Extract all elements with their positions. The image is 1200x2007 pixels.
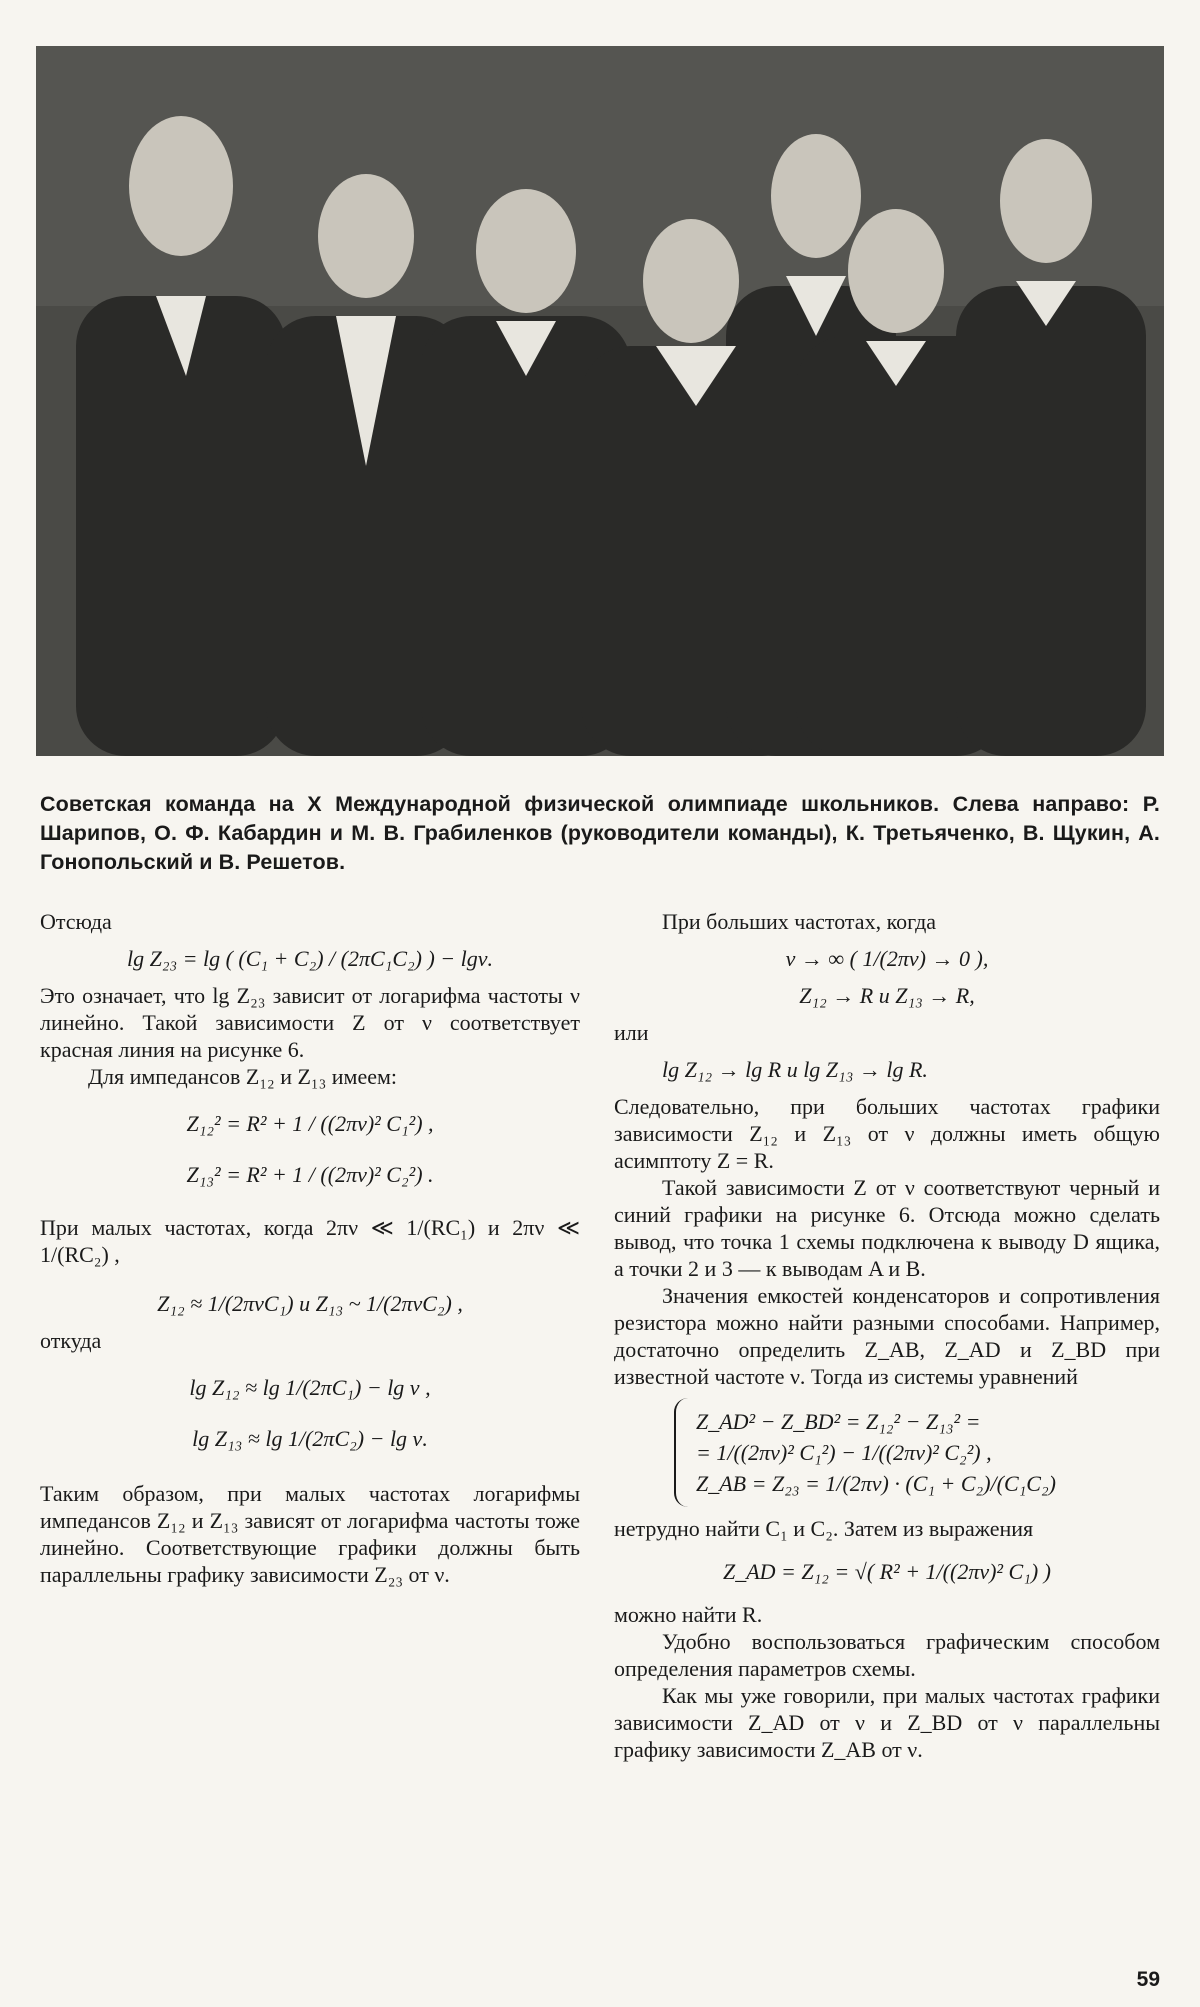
paragraph: откуда	[40, 1328, 102, 1353]
paragraph: При малых частотах, когда 2πν ≪ 1/(RC₁) и 2πν ≪ 1/(RC₂) ,	[40, 1215, 580, 1267]
left-column	[40, 908, 580, 1588]
team-photo	[36, 46, 1164, 756]
formula-lg-z13: lg Z₁₃ ≈ lg 1/(2πC₂) − lg ν.	[192, 1426, 428, 1451]
team-photo-illustration	[36, 46, 1164, 756]
paragraph: Таким образом, при малых частотах логарифмы импедансов Z₁₂ и Z₁₃ зависят от логарифма частоты тоже линейно. Соответствующие графики должны быть параллельны графику зависимости Z₂₃ от ν.	[40, 1481, 580, 1587]
paragraph: При больших частотах, когда	[662, 909, 937, 934]
paragraph: можно найти R.	[614, 1602, 763, 1627]
photo-caption: Советская команда на X Международной физической олимпиаде школьников. Слева направо: Р. Шарипов, О. Ф. Кабардин и М. В. Грабиленков (руководители команды), К. Третьяченко, В. Щукин, А. Гонопольский и В. Решетов.	[40, 792, 1160, 874]
formula-zad: Z_AD = Z₁₂ = √( R² + 1/((2πν)² C₁) )	[722, 1559, 1051, 1584]
equation-system	[674, 1398, 1160, 1507]
page-number: 59	[1136, 1968, 1160, 1991]
paragraph: Как мы уже говорили, при малых частотах графики зависимости Z_AD от ν и Z_BD от ν параллельны графику зависимости Z_AB от ν.	[614, 1683, 1160, 1762]
formula-z13-squared: Z₁₃² = R² + 1 / ((2πν)² C₂²) .	[186, 1162, 434, 1187]
formula-z-limits: Z₁₂ → R и Z₁₃ → R,	[799, 983, 975, 1008]
paragraph: Такой зависимости Z от ν соответствуют черный и синий графики на рисунке 6. Отсюда можно сделать вывод, что точка 1 схемы подключена к выводу D ящика, а точки 2 и 3 — к выводам A и B.	[614, 1175, 1160, 1281]
formula-z12-squared: Z₁₂² = R² + 1 / ((2πν)² C₁²) ,	[186, 1111, 434, 1136]
paragraph: Значения емкостей конденсаторов и сопротивления резистора можно найти разными способами. Например, достаточно определить Z_AB, Z_AD и Z_BD при известной частоте ν. Тогда из системы уравнений	[614, 1283, 1160, 1389]
system-line-2: = 1/((2πν)² C₁²) − 1/((2πν)² C₂²) ,	[696, 1440, 992, 1465]
paragraph: Отсюда	[40, 909, 112, 934]
formula-lg-z12: lg Z₁₂ ≈ lg 1/(2πC₁) − lg ν ,	[189, 1375, 431, 1400]
paragraph: нетрудно найти C₁ и C₂. Затем из выражения	[614, 1516, 1034, 1541]
formula-nu-infinity: ν → ∞ ( 1/(2πν) → 0 ),	[785, 946, 989, 971]
formula-lg-limits: lg Z₁₂ → lg R и lg Z₁₃ → lg R.	[662, 1057, 928, 1082]
paragraph: Это означает, что lg Z₂₃ зависит от логарифма частоты ν линейно. Такой зависимости Z от ν соответствует красная линия на рисунке 6.	[40, 983, 580, 1062]
formula-lg-z23: lg Z₂₃ = lg ( (C₁ + C₂) / (2πC₁C₂) ) − lgν.	[126, 946, 494, 971]
formula-z12-z13-approx: Z₁₂ ≈ 1/(2πνC₁) и Z₁₃ ~ 1/(2πνC₂) ,	[157, 1291, 463, 1316]
system-line-1: Z_AD² − Z_BD² = Z₁₂² − Z₁₃² =	[696, 1409, 981, 1434]
paragraph: Следовательно, при больших частотах графики зависимости Z₁₂ и Z₁₃ от ν должны иметь общую асимптоту Z = R.	[614, 1094, 1160, 1173]
paragraph: Удобно воспользоваться графическим способом определения параметров схемы.	[614, 1629, 1160, 1681]
right-column	[614, 908, 1160, 1763]
paragraph: или	[614, 1020, 649, 1045]
paragraph: Для импедансов Z₁₂ и Z₁₃ имеем:	[88, 1064, 398, 1089]
system-line-3: Z_AB = Z₂₃ = 1/(2πν) · (C₁ + C₂)/(C₁C₂)	[696, 1471, 1056, 1496]
